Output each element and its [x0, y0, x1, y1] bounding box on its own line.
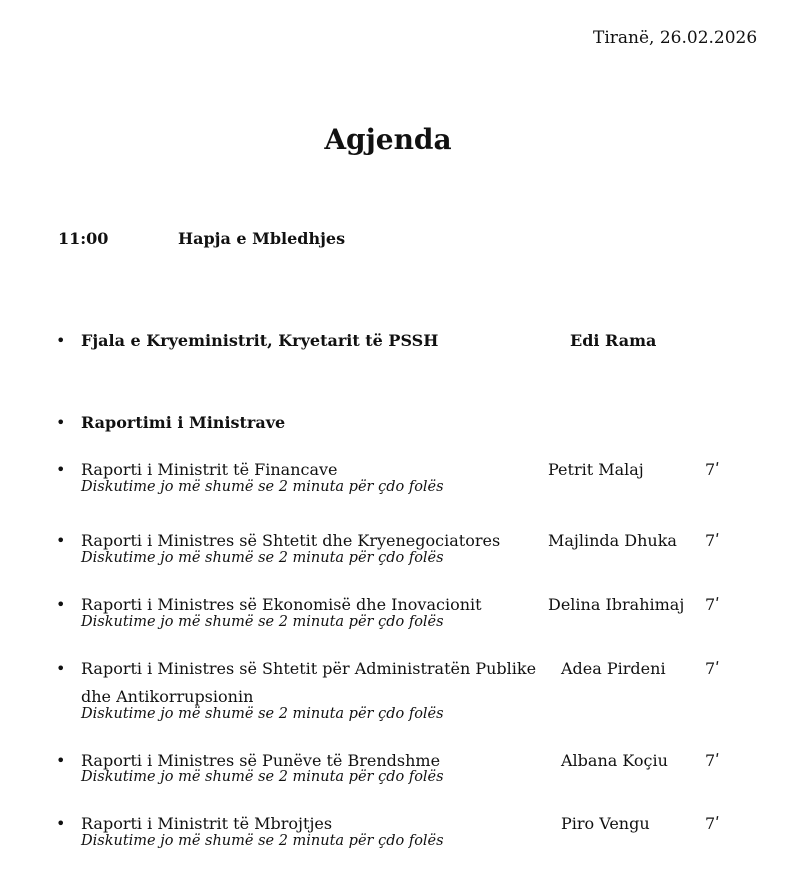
agenda-item-title: Raporti i Ministres së Punëve të Brendshme: [81, 751, 441, 770]
agenda-item-note: Diskutime jo më shumë se 2 minuta për çdo folës: [81, 706, 444, 722]
agenda-item-duration: 7ʹ: [705, 659, 720, 678]
opening-label: Fjala e Kryeministrit, Kryetarit të PSSH: [81, 331, 439, 350]
agenda-item-title: Raporti i Ministrit të Mbrojtjes: [81, 814, 333, 833]
bullet-marker: •: [56, 659, 66, 678]
agenda-item-duration: 7ʹ: [705, 595, 720, 614]
agenda-item-title: Raporti i Ministres së Ekonomisë dhe Inovacionit: [81, 595, 482, 614]
session-title: Hapja e Mbledhjes: [178, 229, 346, 248]
bullet-marker: •: [56, 331, 66, 350]
bullet-marker: •: [56, 814, 66, 833]
agenda-item-duration: 7ʹ: [705, 460, 720, 479]
opening-speaker: Edi Rama: [570, 331, 657, 350]
agenda-item-speaker: Petrit Malaj: [548, 460, 644, 479]
agenda-item-title-continued: dhe Antikorrupsionin: [81, 687, 254, 706]
session-time: 11:00: [58, 229, 109, 248]
agenda-item-speaker: Majlinda Dhuka: [548, 531, 677, 550]
agenda-item-speaker: Piro Vengu: [561, 814, 650, 833]
agenda-item-title: Raporti i Ministres së Shtetit për Administratën Publike: [81, 659, 537, 678]
bullet-marker: •: [56, 460, 66, 479]
agenda-item-note: Diskutime jo më shumë se 2 minuta për çdo folës: [81, 833, 444, 849]
bullet-marker: •: [56, 531, 66, 550]
agenda-item-note: Diskutime jo më shumë se 2 minuta për çdo folës: [81, 614, 444, 630]
agenda-item-note: Diskutime jo më shumë se 2 minuta për çdo folës: [81, 479, 444, 495]
bullet-marker: •: [56, 413, 66, 432]
section-heading: Raportimi i Ministrave: [81, 413, 286, 432]
bullet-marker: •: [56, 595, 66, 614]
agenda-item-duration: 7ʹ: [705, 751, 720, 770]
agenda-item-duration: 7ʹ: [705, 531, 720, 550]
agenda-item-title: Raporti i Ministres së Shtetit dhe Kryenegociatores: [81, 531, 501, 550]
agenda-item-title: Raporti i Ministrit të Financave: [81, 460, 338, 479]
agenda-item-speaker: Delina Ibrahimaj: [548, 595, 685, 614]
agenda-item-speaker: Adea Pirdeni: [561, 659, 666, 678]
place-date: Tiranë, 26.02.2026: [593, 28, 758, 48]
agenda-item-note: Diskutime jo më shumë se 2 minuta për çdo folës: [81, 769, 444, 785]
agenda-item-speaker: Albana Koçiu: [561, 751, 668, 770]
agenda-item-duration: 7ʹ: [705, 814, 720, 833]
agenda-item-note: Diskutime jo më shumë se 2 minuta për çdo folës: [81, 550, 444, 566]
page-title: Agjenda: [324, 123, 452, 156]
bullet-marker: •: [56, 751, 66, 770]
